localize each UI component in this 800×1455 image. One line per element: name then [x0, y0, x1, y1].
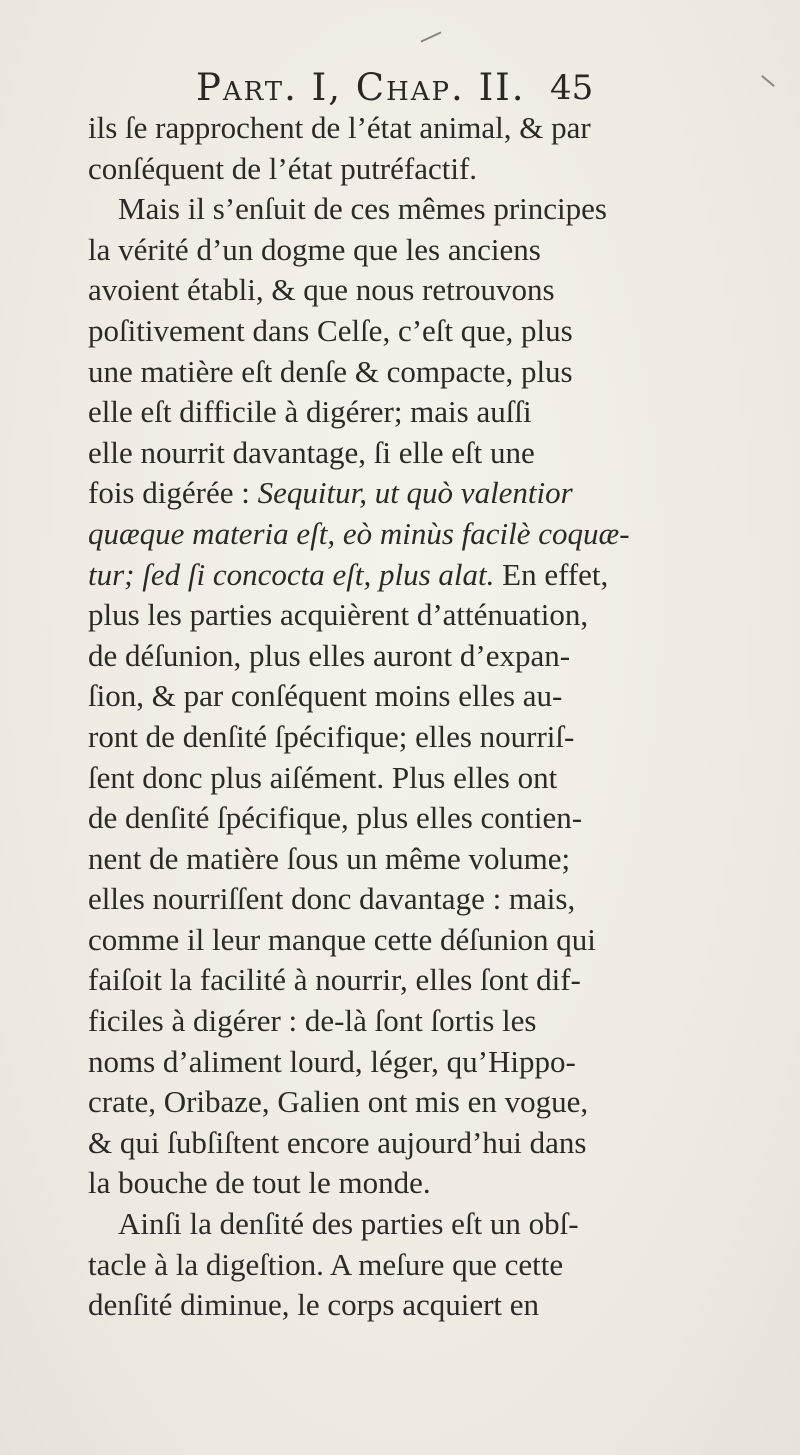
latin-quote: tur; ſed ſi concocta eſt, plus alat. — [88, 556, 495, 592]
text-line: elle eſt difficile à digérer; mais auſſi — [88, 394, 532, 430]
text-line: Ainſi la denſité des parties eſt un obſ- — [118, 1206, 579, 1242]
latin-quote: Sequitur, ut quò valentior — [257, 475, 573, 511]
text-line: la bouche de tout le monde. — [88, 1165, 431, 1201]
text-line: noms d’aliment lourd, léger, qu’Hippo- — [88, 1043, 576, 1079]
text-line: ſent donc plus aiſément. Plus elles ont — [88, 759, 558, 795]
text-line: ficiles à digérer : de-là ſont ſortis les — [88, 1003, 537, 1039]
text-line: conſéquent de l’état putréfactif. — [88, 150, 478, 186]
text-line: de denſité ſpécifique, plus elles contien- — [88, 800, 583, 836]
text-line: tacle à la digeſtion. A meſure que cette — [88, 1246, 564, 1282]
text-line: elles nourriſſent donc davantage : mais, — [88, 881, 576, 917]
text-line: nent de matière ſous un même volume; — [88, 840, 571, 876]
text-segment: fois digérée : — [88, 475, 250, 511]
text-line: poſitivement dans Celſe, c’eſt que, plus — [88, 312, 573, 348]
running-title: Part. I, Chap. II. — [196, 66, 526, 109]
text-line: faiſoit la facilité à nourrir, elles ſont dif- — [88, 962, 581, 998]
page-number: 45 — [550, 68, 594, 108]
page-body — [88, 108, 778, 1326]
text-line: avoient établi, & que nous retrouvons — [88, 272, 555, 308]
text-segment: En effet, — [502, 556, 609, 592]
page-mark — [421, 31, 442, 42]
text-line: elle nourrit davantage, ſi elle eſt une — [88, 434, 535, 470]
text-line — [88, 555, 778, 596]
text-line: ils ſe rapprochent de l’état animal, & par — [88, 110, 591, 145]
page-mark — [761, 75, 775, 87]
text-line: plus les parties acquièrent d’atténuation, — [88, 597, 589, 633]
text-line: une matière eſt denſe & compacte, plus — [88, 353, 573, 389]
text-line — [88, 473, 778, 514]
latin-quote-line: quæque materia eſt, eò minùs facilè coquæ- — [88, 515, 630, 551]
text-line: ront de denſité ſpécifique; elles nourriſ- — [88, 718, 575, 754]
text-line: crate, Oribaze, Galien ont mis en vogue, — [88, 1084, 589, 1120]
text-line: comme il leur manque cette déſunion qui — [88, 921, 596, 957]
text-line: & qui ſubſiſtent encore aujourd’hui dans — [88, 1124, 587, 1160]
text-line: Mais il s’enſuit de ces mêmes principes — [118, 191, 607, 227]
text-line: de déſunion, plus elles auront d’expan- — [88, 637, 571, 673]
text-line: ſion, & par conſéquent moins elles au- — [88, 678, 563, 714]
text-line: denſité diminue, le corps acquiert en — [88, 1287, 540, 1323]
text-line: la vérité d’un dogme que les anciens — [88, 231, 541, 267]
